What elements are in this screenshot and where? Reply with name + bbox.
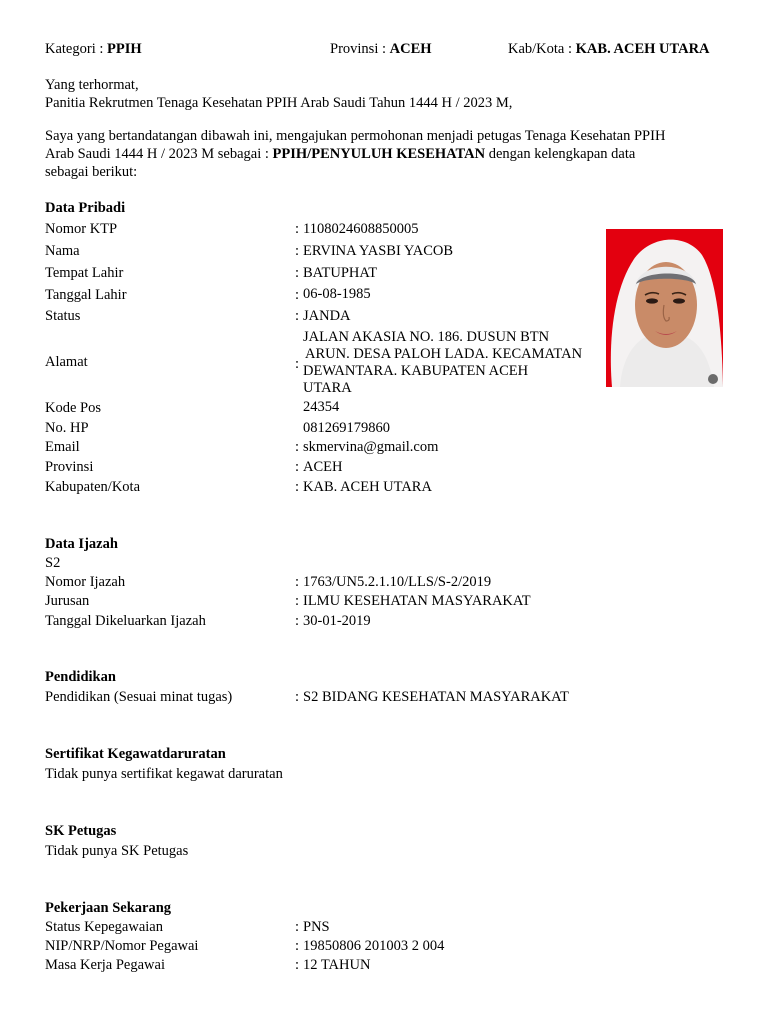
sertifikat-text: Tidak punya sertifikat kegawat daruratan (45, 766, 283, 782)
colon: : (295, 287, 300, 303)
kabkota-value: KAB. ACEH UTARA (575, 41, 710, 57)
alamat-label: Alamat (45, 354, 88, 370)
provinsi-value: ACEH (303, 459, 343, 475)
tanggal-lahir-value: 06-08-1985 (303, 286, 371, 302)
alamat-line-3: DEWANTARA. KABUPATEN ACEH (303, 363, 529, 379)
colon: : (295, 938, 300, 954)
alamat-line-4: UTARA (303, 380, 352, 396)
colon: : (295, 459, 300, 475)
colon: : (295, 221, 300, 237)
kabupaten-value: KAB. ACEH UTARA (303, 479, 432, 495)
masa-kerja-label: Masa Kerja Pegawai (45, 957, 165, 973)
email-label: Email (45, 439, 80, 455)
status-label: Status (45, 308, 81, 324)
provinsi-label: Provinsi : (330, 41, 390, 57)
nomor-ijazah-label: Nomor Ijazah (45, 574, 126, 590)
provinsi-label: Provinsi (45, 459, 94, 475)
kabkota-field (508, 41, 710, 58)
body-line-2-post: dengan kelengkapan data (485, 146, 636, 162)
recipient: Panitia Rekrutmen Tenaga Kesehatan PPIH Arab Saudi Tahun 1444 H / 2023 M, (45, 95, 513, 111)
colon: : (295, 439, 300, 455)
kabkota-label: Kab/Kota : (508, 41, 576, 57)
nama-value: ERVINA YASBI YACOB (303, 243, 454, 259)
body-line-1: Saya yang bertandatangan dibawah ini, mengajukan permohonan menjadi petugas Tenaga Kesehatan PPIH (45, 128, 666, 144)
data-pribadi-heading: Data Pribadi (45, 200, 126, 216)
salutation: Yang terhormat, (45, 77, 139, 93)
portrait-image (606, 229, 723, 387)
nomor-ijazah-value: 1763/UN5.2.1.10/LLS/S-2/2019 (303, 574, 492, 590)
email-value: skmervina@gmail.com (303, 439, 439, 455)
pendidikan-value: S2 BIDANG KESEHATAN MASYARAKAT (303, 689, 569, 705)
sk-petugas-heading: SK Petugas (45, 823, 117, 839)
no-hp-value: 081269179860 (303, 420, 390, 436)
colon: : (295, 919, 300, 935)
applicant-photo (606, 229, 723, 387)
nip-label: NIP/NRP/Nomor Pegawai (45, 938, 199, 954)
colon: : (295, 356, 300, 372)
colon: : (295, 479, 300, 495)
colon: : (295, 243, 300, 259)
status-kepegawaian-label: Status Kepegawaian (45, 919, 163, 935)
no-hp-label: No. HP (45, 420, 89, 436)
masa-kerja-value: 12 TAHUN (303, 957, 371, 973)
sertifikat-heading: Sertifikat Kegawatdaruratan (45, 746, 226, 762)
provinsi-value: ACEH (389, 41, 432, 57)
kode-pos-value: 24354 (303, 399, 340, 415)
body-line-2-pre: Arab Saudi 1444 H / 2023 M sebagai : (45, 146, 273, 162)
kabupaten-label: Kabupaten/Kota (45, 479, 141, 495)
colon: : (295, 308, 300, 324)
colon: : (295, 574, 300, 590)
colon: : (295, 957, 300, 973)
sk-petugas-text: Tidak punya SK Petugas (45, 843, 189, 859)
colon: : (295, 265, 300, 281)
nomor-ktp-value: 1108024608850005 (303, 221, 419, 237)
jenjang-value: S2 (45, 555, 61, 571)
kode-pos-label: Kode Pos (45, 400, 101, 416)
pekerjaan-heading: Pekerjaan Sekarang (45, 900, 172, 916)
colon: : (295, 593, 300, 609)
position-applied: PPIH/PENYULUH KESEHATAN (272, 146, 486, 162)
pendidikan-heading: Pendidikan (45, 669, 116, 685)
nip-value: 19850806 201003 2 004 (303, 938, 445, 954)
body-line-3: sebagai berikut: (45, 164, 138, 180)
nomor-ktp-label: Nomor KTP (45, 221, 118, 237)
tempat-lahir-value: BATUPHAT (303, 265, 378, 281)
colon: : (295, 613, 300, 629)
pendidikan-label: Pendidikan (Sesuai minat tugas) (45, 689, 233, 705)
alamat-line-2: ARUN. DESA PALOH LADA. KECAMATAN (305, 346, 583, 362)
jurusan-label: Jurusan (45, 593, 90, 609)
kategori-field (45, 41, 142, 58)
body-line-2 (45, 146, 635, 163)
tempat-lahir-label: Tempat Lahir (45, 265, 124, 281)
tanggal-ijazah-value: 30-01-2019 (303, 613, 371, 629)
alamat-line-1: JALAN AKASIA NO. 186. DUSUN BTN (303, 329, 550, 345)
provinsi-field (330, 41, 432, 58)
data-ijazah-heading: Data Ijazah (45, 536, 118, 552)
status-kepegawaian-value: PNS (303, 919, 330, 935)
kategori-value: PPIH (107, 41, 142, 57)
tanggal-lahir-label: Tanggal Lahir (45, 287, 127, 303)
tanggal-ijazah-label: Tanggal Dikeluarkan Ijazah (45, 613, 206, 629)
status-value: JANDA (303, 308, 351, 324)
nama-label: Nama (45, 243, 80, 259)
colon: : (295, 689, 300, 705)
kategori-label: Kategori : (45, 41, 108, 57)
jurusan-value: ILMU KESEHATAN MASYARAKAT (303, 593, 531, 609)
